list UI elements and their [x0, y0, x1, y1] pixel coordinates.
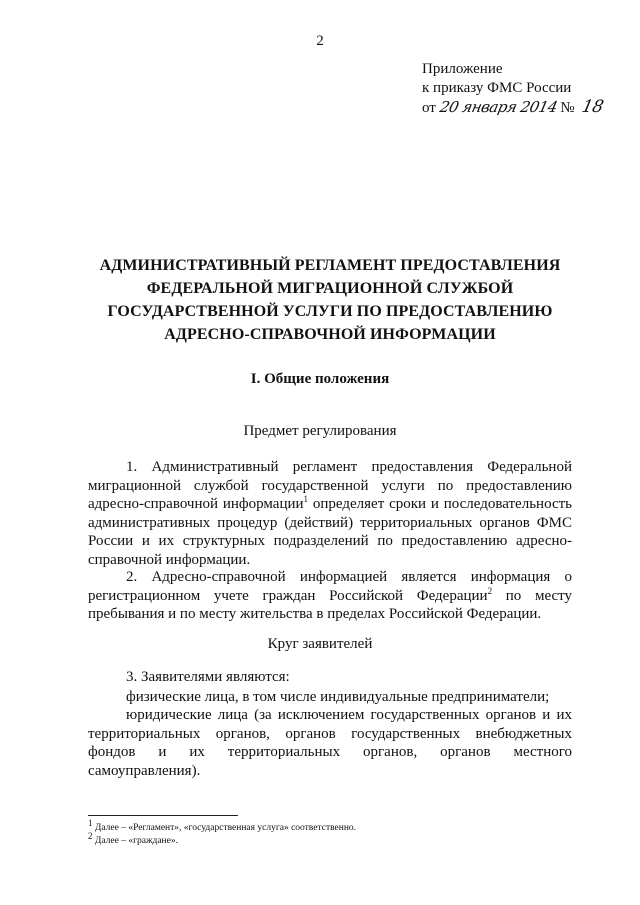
paragraph-3-item-1: физические лица, в том числе индивидуальные предприниматели; — [126, 689, 550, 705]
footnote-ref-1: 1 — [303, 494, 309, 505]
title-line4: АДРЕСНО-СПРАВОЧНОЙ ИНФОРМАЦИИ — [164, 326, 496, 343]
handwritten-number: 18 — [580, 97, 606, 117]
page-number: 2 — [316, 33, 324, 49]
appendix-from-label: от — [422, 100, 436, 116]
subheading-applicants: Круг заявителей — [267, 636, 373, 652]
footnote-ref-2: 2 — [487, 585, 493, 596]
appendix-line1: Приложение — [422, 61, 503, 77]
section-heading: I. Общие положения — [250, 371, 390, 387]
title-line1: АДМИНИСТРАТИВНЫЙ РЕГЛАМЕНТ ПРЕДОСТАВЛЕНИЯ — [99, 257, 561, 274]
appendix-block — [422, 60, 606, 117]
paragraph-1-text-a: 1. Административный регламент предоставления Федеральной миграционной службой государственной услуги по предоставлению адресно-справочной информации — [88, 459, 572, 513]
paragraph-2-text-a: 2. Адресно-справочной информацией является информация о регистрационном учете граждан Российской Федерации — [88, 569, 572, 604]
appendix-line2: к приказу ФМС России — [422, 80, 572, 96]
appendix-line3 — [422, 97, 606, 117]
footnote-2: $^2$ Далее – «граждане». — [88, 830, 178, 846]
handwritten-date: 20 января 2014 — [437, 98, 559, 116]
title-line3: ГОСУДАРСТВЕННОЙ УСЛУГИ ПО ПРЕДОСТАВЛЕНИЮ — [107, 303, 553, 320]
paragraph-1 — [88, 458, 572, 570]
footnote-divider — [88, 815, 238, 816]
paragraph-3-item-2: юридические лица (за исключением государственных органов и их территориальных органов, органов государственных внебюджетных фондов и их территориальных органов, органов местного самоуправления). — [88, 707, 572, 779]
paragraph-2-text-b: по месту пребывания и по месту жительства в пределах Российской Федерации. — [88, 587, 572, 623]
subheading-subject: Предмет регулирования — [243, 423, 397, 439]
document-title — [60, 254, 600, 346]
appendix-number-label: № — [560, 100, 575, 116]
paragraph-1-text-b: определяет сроки и последовательность административных процедур (действий) территориальных органов ФМС России и их структурных подразделений по предоставлению адресно-справочной информации. — [88, 496, 572, 568]
paragraph-3: 3. Заявителями являются: — [126, 669, 290, 685]
paragraph-2 — [88, 568, 572, 624]
title-line2: ФЕДЕРАЛЬНОЙ МИГРАЦИОННОЙ СЛУЖБОЙ — [146, 280, 514, 297]
footnote-1: $^1$ Далее – «Регламент», «государственная услуга» соответственно. — [88, 817, 357, 833]
